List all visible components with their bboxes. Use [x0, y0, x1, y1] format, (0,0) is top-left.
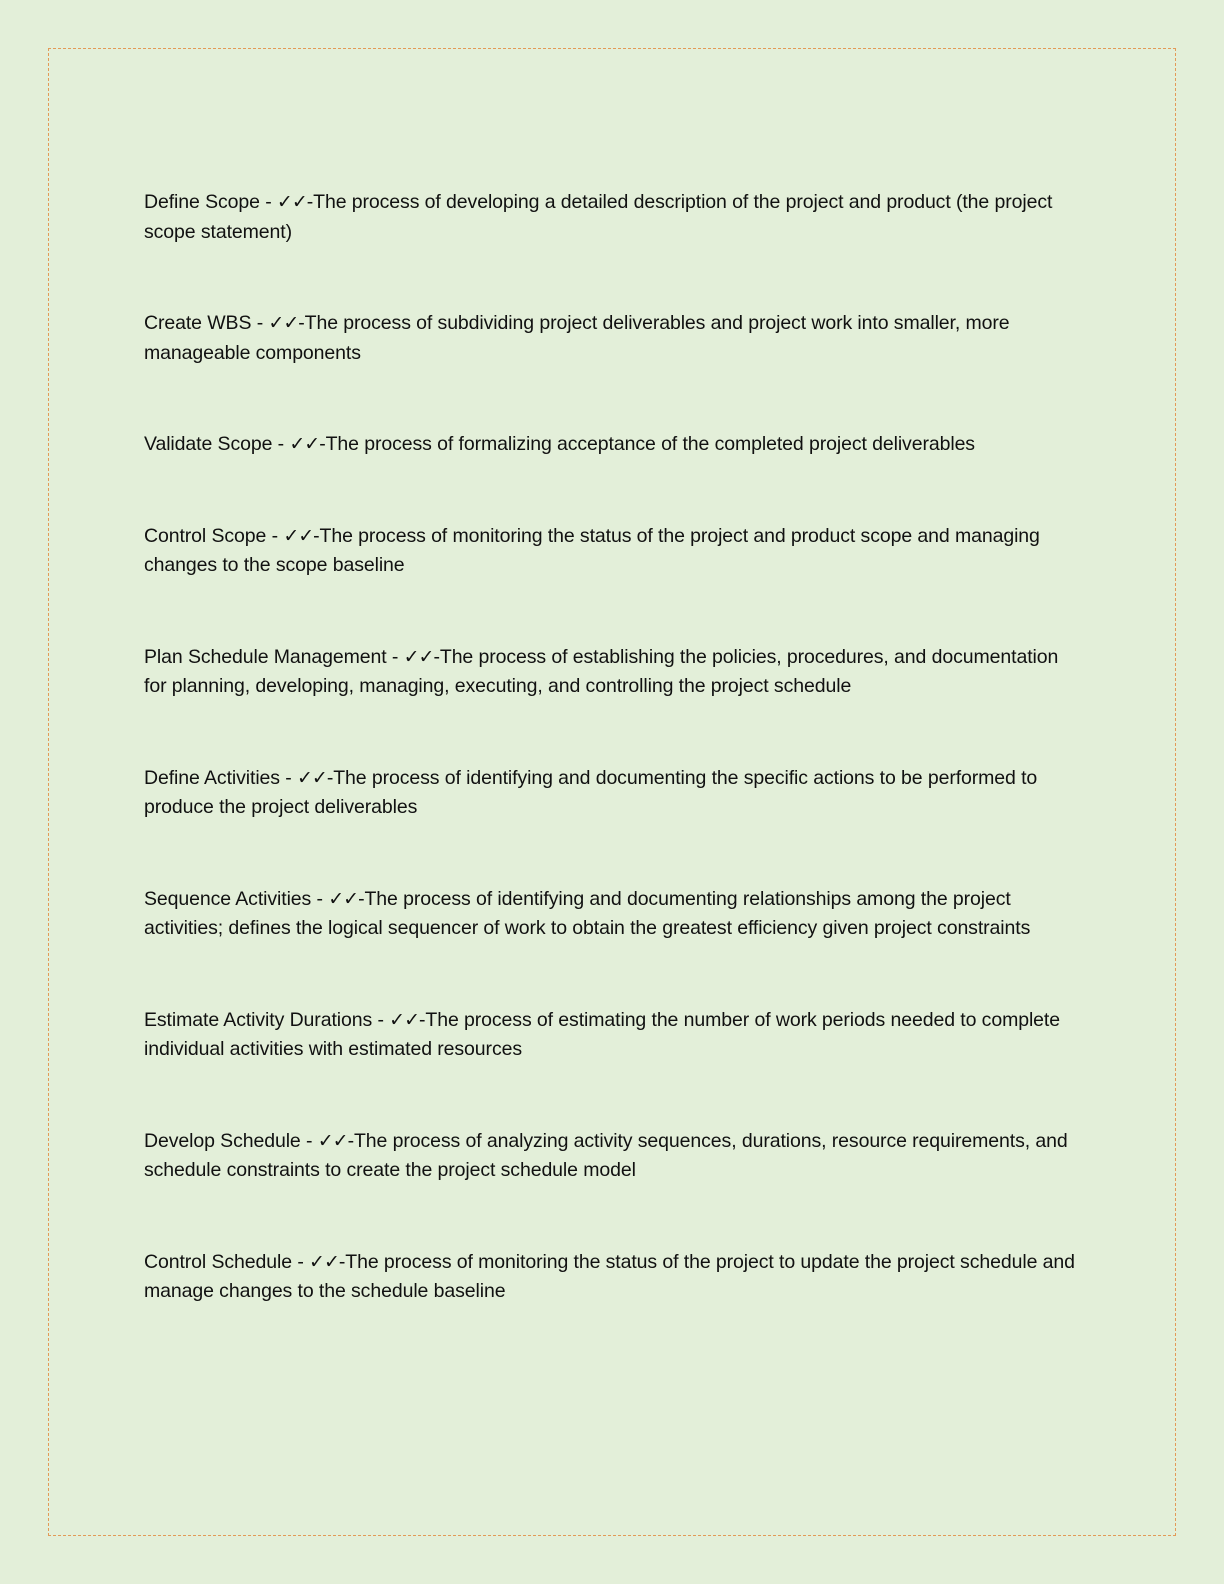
- double-check-icon: ✓✓: [283, 524, 314, 547]
- entry-definition: -The process of estimating the number of work periods needed to complete individual activities with estimated resources: [144, 1008, 1060, 1060]
- definition-list: [144, 188, 1084, 1369]
- definition-entry: [144, 309, 1084, 368]
- entry-term: Sequence Activities: [144, 887, 312, 910]
- entry-separator: -: [311, 887, 329, 910]
- entry-separator: -: [279, 766, 297, 789]
- entry-definition: -The process of identifying and documenting the specific actions to be performed to produce the project deliverables: [144, 766, 1038, 818]
- entry-separator: -: [259, 191, 277, 213]
- entry-term: Estimate Activity Durations: [144, 1008, 373, 1031]
- entry-definition: -The process of identifying and documenting relationships among the project activities; defines the logical sequencer of work to obtain the greatest efficiency given project constraints: [144, 887, 1031, 939]
- entry-definition: -The process of analyzing activity sequences, durations, resource requirements, and schedule constraints to create the project schedule model: [144, 1129, 1068, 1181]
- entry-separator: -: [386, 645, 404, 668]
- entry-term: Define Scope: [144, 191, 260, 213]
- entry-separator: -: [251, 312, 269, 334]
- double-check-icon: ✓✓: [317, 1129, 348, 1152]
- entry-definition: -The process of developing a detailed description of the project and product (the project scope statement): [144, 191, 1053, 243]
- entry-definition: -The process of establishing the policies, procedures, and documentation for planning, developing, managing, executing, and controlling the project schedule: [144, 645, 1059, 697]
- definition-entry: [144, 643, 1084, 702]
- double-check-icon: ✓✓: [276, 191, 307, 213]
- entry-definition: -The process of subdividing project deliverables and project work into smaller, more manageable components: [144, 312, 1010, 364]
- double-check-icon: ✓✓: [328, 887, 359, 910]
- double-check-icon: ✓✓: [403, 645, 434, 668]
- double-check-icon: ✓✓: [289, 433, 320, 455]
- double-check-icon: ✓✓: [296, 766, 327, 789]
- entry-separator: -: [292, 1250, 310, 1273]
- entry-separator: -: [372, 1008, 390, 1031]
- entry-separator: -: [266, 524, 284, 547]
- entry-term: Define Activities: [144, 766, 280, 789]
- definition-entry: [144, 430, 1084, 460]
- definition-entry: [144, 1006, 1084, 1065]
- entry-separator: -: [272, 433, 290, 455]
- definition-entry: [144, 188, 1084, 247]
- entry-term: Plan Schedule Management: [144, 645, 387, 668]
- definition-entry: [144, 1248, 1084, 1307]
- entry-definition: -The process of formalizing acceptance of the completed project deliverables: [319, 433, 975, 455]
- entry-term: Control Schedule: [144, 1250, 292, 1273]
- double-check-icon: ✓✓: [309, 1250, 339, 1273]
- definition-entry: [144, 885, 1084, 944]
- entry-term: Create WBS: [144, 312, 252, 334]
- definition-entry: [144, 1127, 1084, 1186]
- entry-definition: -The process of monitoring the status of the project to update the project schedule and manage changes to the schedule baseline: [144, 1250, 1075, 1302]
- double-check-icon: ✓✓: [268, 312, 299, 334]
- entry-term: Validate Scope: [144, 433, 273, 455]
- entry-term: Control Scope: [144, 524, 267, 547]
- entry-definition: -The process of monitoring the status of the project and product scope and managing changes to the scope baseline: [144, 524, 1040, 576]
- definition-entry: [144, 764, 1084, 823]
- entry-term: Develop Schedule: [144, 1129, 301, 1152]
- entry-separator: -: [300, 1129, 318, 1152]
- definition-entry: [144, 522, 1084, 581]
- double-check-icon: ✓✓: [389, 1008, 420, 1031]
